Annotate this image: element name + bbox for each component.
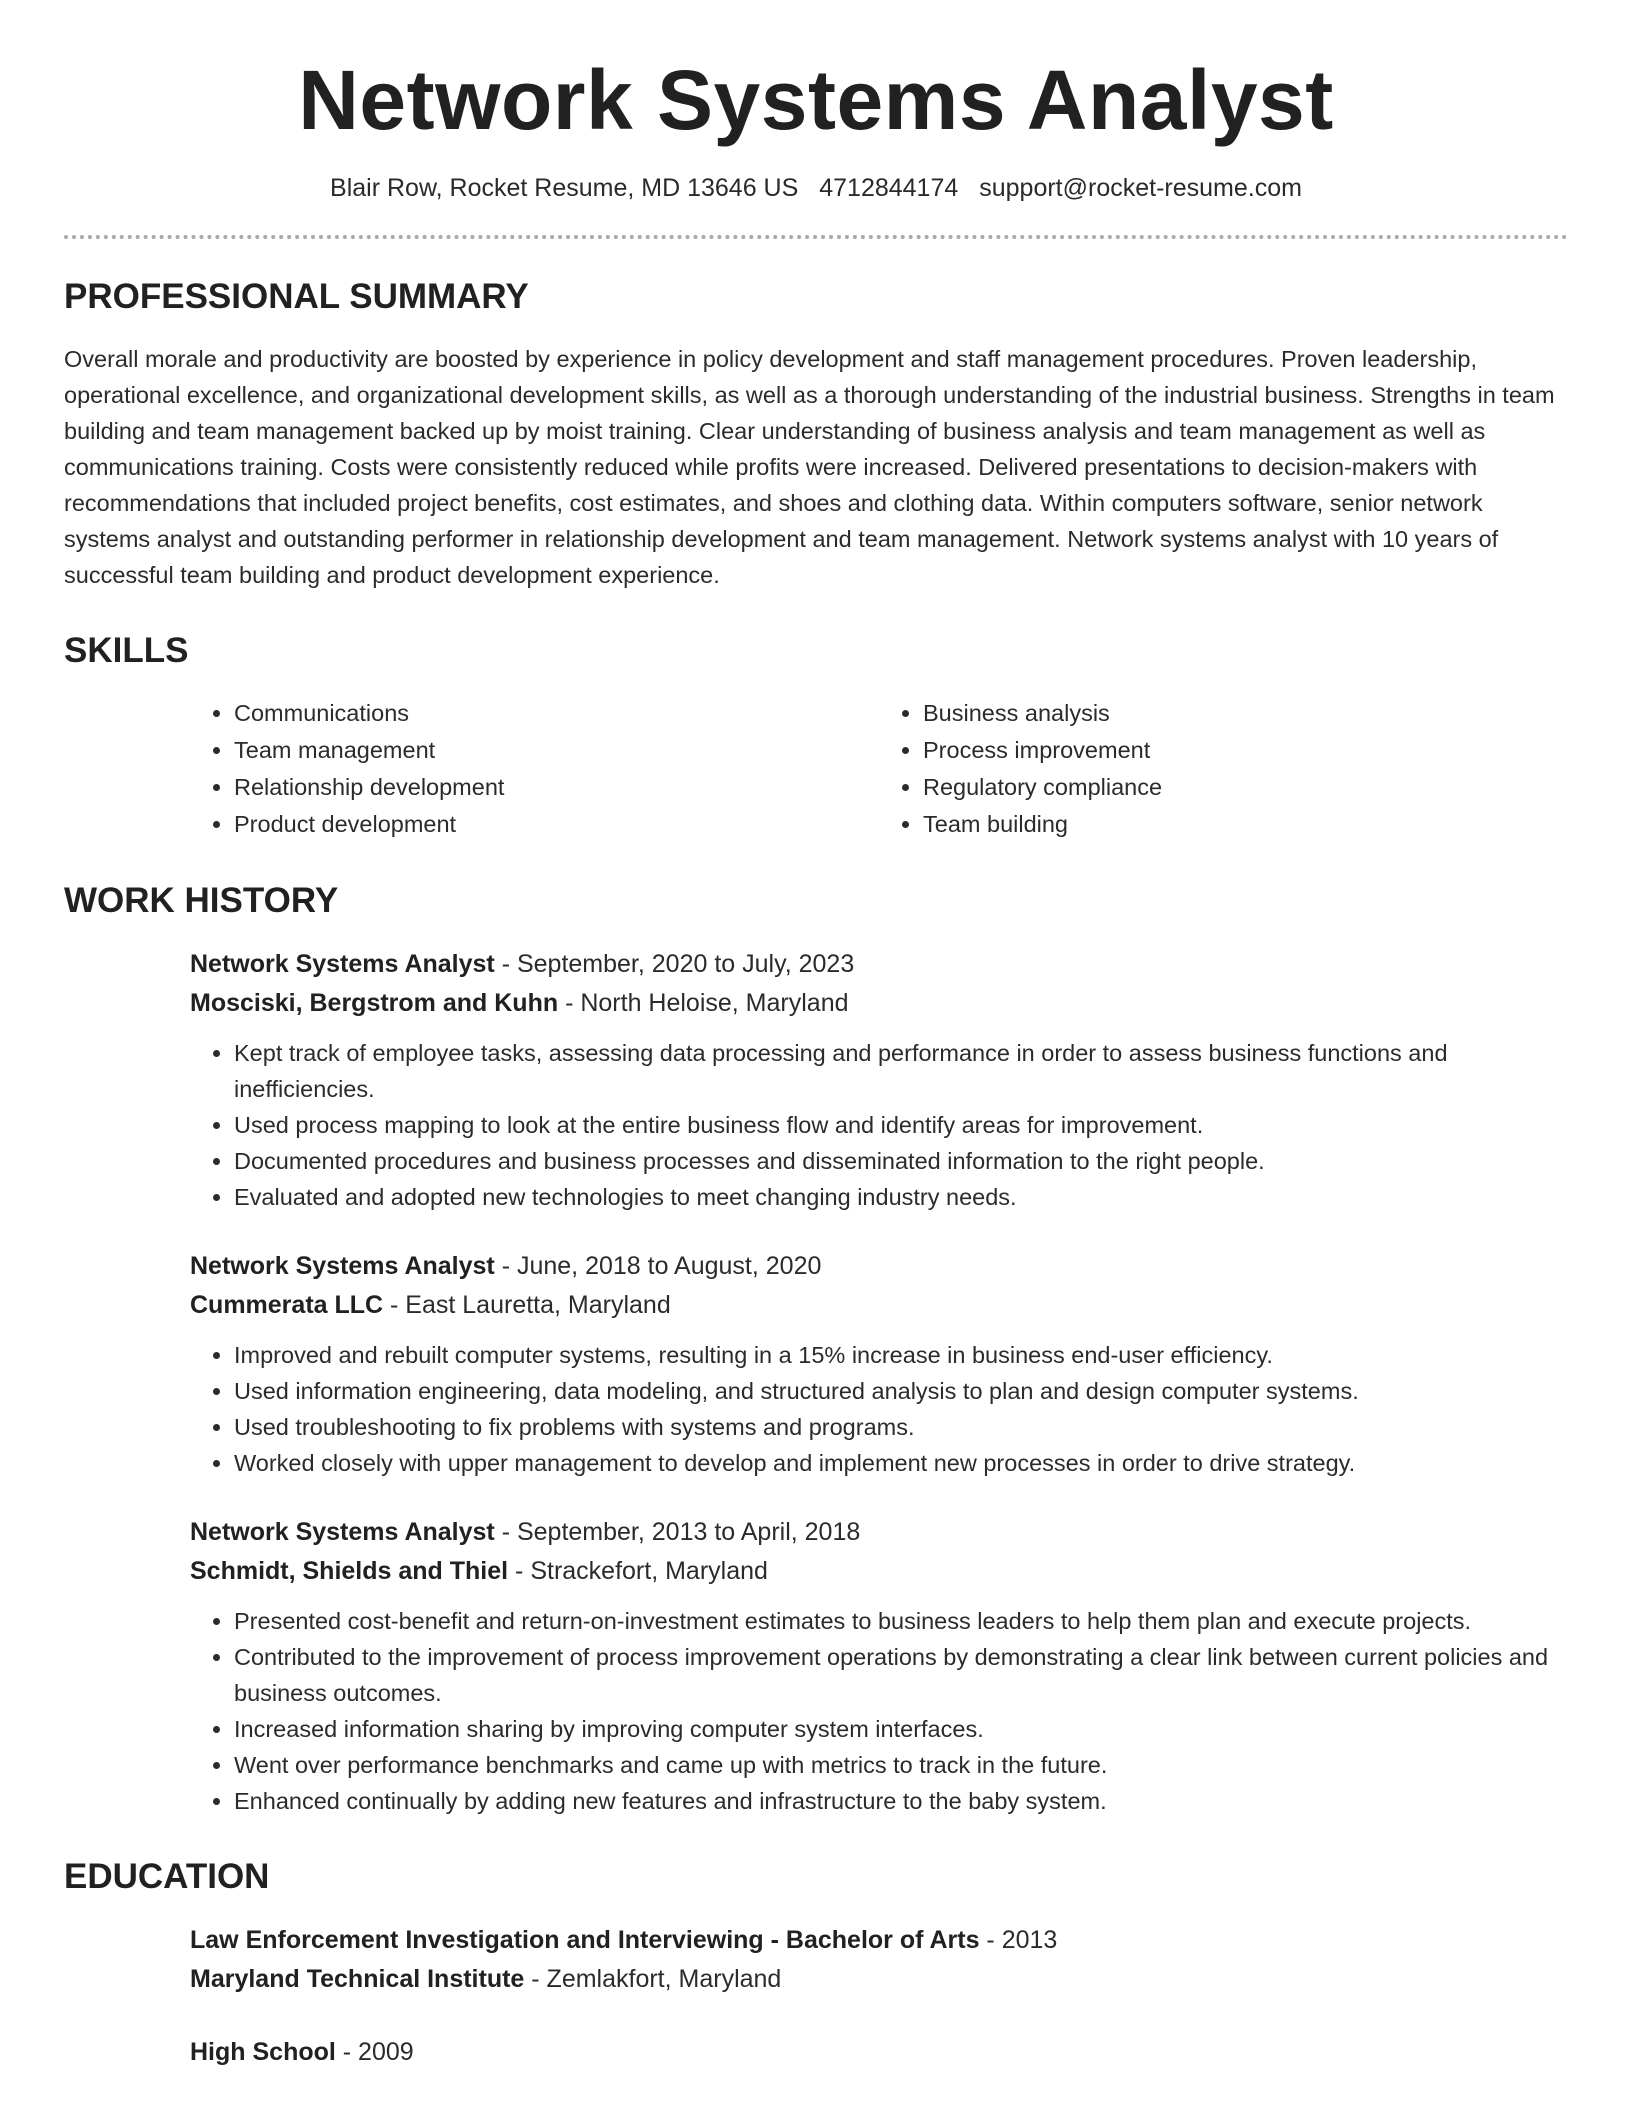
- resume-header: [64, 0, 1568, 203]
- skills-column-right: [879, 695, 1568, 843]
- header-divider: [64, 235, 1568, 239]
- job-entry: [190, 1513, 1568, 1819]
- school-line: [190, 1960, 1568, 1999]
- address-text: Blair Row, Rocket Resume, MD 13646 US: [330, 174, 799, 203]
- skills-heading: SKILLS: [64, 631, 189, 671]
- job-bullet: • Worked closely with upper management to develop and implement new processes in order to drive strategy.: [234, 1445, 1568, 1481]
- degree-name: Law Enforcement Investigation and Interviewing - Bachelor of Arts: [190, 1926, 980, 1955]
- education-heading: EDUCATION: [64, 1857, 270, 1897]
- job-company: Mosciski, Bergstrom and Kuhn: [190, 989, 559, 1018]
- job-bullet: • Documented procedures and business processes and disseminated information to the right people.: [234, 1143, 1568, 1179]
- job-company-line: [190, 984, 1568, 1023]
- school-location: - Zemlakfort, Maryland: [524, 1965, 782, 1994]
- job-bullet: • Improved and rebuilt computer systems, resulting in a 15% increase in business end-user efficiency.: [234, 1337, 1568, 1373]
- work-history-section: [64, 881, 1568, 1819]
- skill-item: • Product development: [234, 806, 879, 843]
- summary-text: Overall morale and productivity are boosted by experience in policy development and staff management procedures. Proven leadership, operational excellence, and organizational development skills, as well as a thorough understanding of the industrial business. Strengths in team building and team management backed up by moist training. Clear understanding of business analysis and team management as well as communications training. Costs were consistently reduced while profits were increased. Delivered presentations to decision-makers with recommendations that included project benefits, cost estimates, and shoes and clothing data. Within computers software, senior network systems analyst and outstanding performer in relationship development and team management. Network systems analyst with 10 years of successful team building and product development experience.: [64, 346, 1555, 589]
- degree-line: [190, 2033, 1568, 2072]
- degree-name: High School: [190, 2038, 336, 2067]
- job-bullet: • Used process mapping to look at the entire business flow and identify areas for improvement.: [234, 1107, 1568, 1143]
- skills-section: [64, 631, 1568, 843]
- skill-item: • Team building: [923, 806, 1568, 843]
- skills-column-left: [190, 695, 879, 843]
- job-entry: [190, 1247, 1568, 1481]
- job-dates: - June, 2018 to August, 2020: [494, 1252, 822, 1281]
- job-company-line: [190, 1286, 1568, 1325]
- degree-line: [190, 1921, 1568, 1960]
- skills-list: [190, 695, 1568, 843]
- degree-year: - 2013: [979, 1926, 1058, 1955]
- job-bullet: • Evaluated and adopted new technologies to meet changing industry needs.: [234, 1179, 1568, 1215]
- candidate-name: Network Systems Analyst: [298, 53, 1334, 147]
- phone-text: 4712844174: [819, 174, 959, 203]
- job-bullets: [190, 1603, 1568, 1819]
- degree-year: - 2009: [335, 2038, 414, 2067]
- job-company: Cummerata LLC: [190, 1291, 384, 1320]
- job-bullet: • Used information engineering, data modeling, and structured analysis to plan and design computer systems.: [234, 1373, 1568, 1409]
- job-dates: - September, 2020 to July, 2023: [494, 950, 855, 979]
- education-entry: [190, 2033, 1568, 2072]
- job-role: Network Systems Analyst: [190, 1518, 495, 1547]
- job-bullet: • Increased information sharing by improving computer system interfaces.: [234, 1711, 1568, 1747]
- job-bullet: • Went over performance benchmarks and came up with metrics to track in the future.: [234, 1747, 1568, 1783]
- work-history-heading: WORK HISTORY: [64, 881, 339, 921]
- summary-heading: PROFESSIONAL SUMMARY: [64, 277, 529, 317]
- job-bullet: • Used troubleshooting to fix problems with systems and programs.: [234, 1409, 1568, 1445]
- education-entry: [190, 1921, 1568, 1999]
- job-bullet: • Contributed to the improvement of process improvement operations by demonstrating a clear link between current policies and business outcomes.: [234, 1639, 1568, 1711]
- job-role: Network Systems Analyst: [190, 1252, 495, 1281]
- job-title-line: [190, 945, 1568, 984]
- skill-item: • Process improvement: [923, 732, 1568, 769]
- job-bullet: • Kept track of employee tasks, assessing data processing and performance in order to assess business functions and inefficiencies.: [234, 1035, 1568, 1107]
- job-company-line: [190, 1552, 1568, 1591]
- education-section: [64, 1857, 1568, 2072]
- job-bullet: • Enhanced continually by adding new features and infrastructure to the baby system.: [234, 1783, 1568, 1819]
- job-bullet: • Presented cost-benefit and return-on-investment estimates to business leaders to help them plan and execute projects.: [234, 1603, 1568, 1639]
- job-bullets: [190, 1035, 1568, 1215]
- school-name: Maryland Technical Institute: [190, 1965, 525, 1994]
- skill-item: • Relationship development: [234, 769, 879, 806]
- email-link[interactable]: support@rocket-resume.com: [979, 174, 1302, 203]
- skill-item: • Regulatory compliance: [923, 769, 1568, 806]
- job-location: - Strackefort, Maryland: [508, 1557, 768, 1586]
- job-bullets: [190, 1337, 1568, 1481]
- job-location: - North Heloise, Maryland: [558, 989, 849, 1018]
- skill-item: • Business analysis: [923, 695, 1568, 732]
- job-entry: [190, 945, 1568, 1215]
- job-title-line: [190, 1247, 1568, 1286]
- job-dates: - September, 2013 to April, 2018: [494, 1518, 861, 1547]
- skill-item: • Communications: [234, 695, 879, 732]
- contact-line: [64, 174, 1568, 203]
- skill-item: • Team management: [234, 732, 879, 769]
- job-location: - East Lauretta, Maryland: [383, 1291, 671, 1320]
- job-role: Network Systems Analyst: [190, 950, 495, 979]
- job-company: Schmidt, Shields and Thiel: [190, 1557, 509, 1586]
- job-title-line: [190, 1513, 1568, 1552]
- summary-section: [64, 277, 1568, 593]
